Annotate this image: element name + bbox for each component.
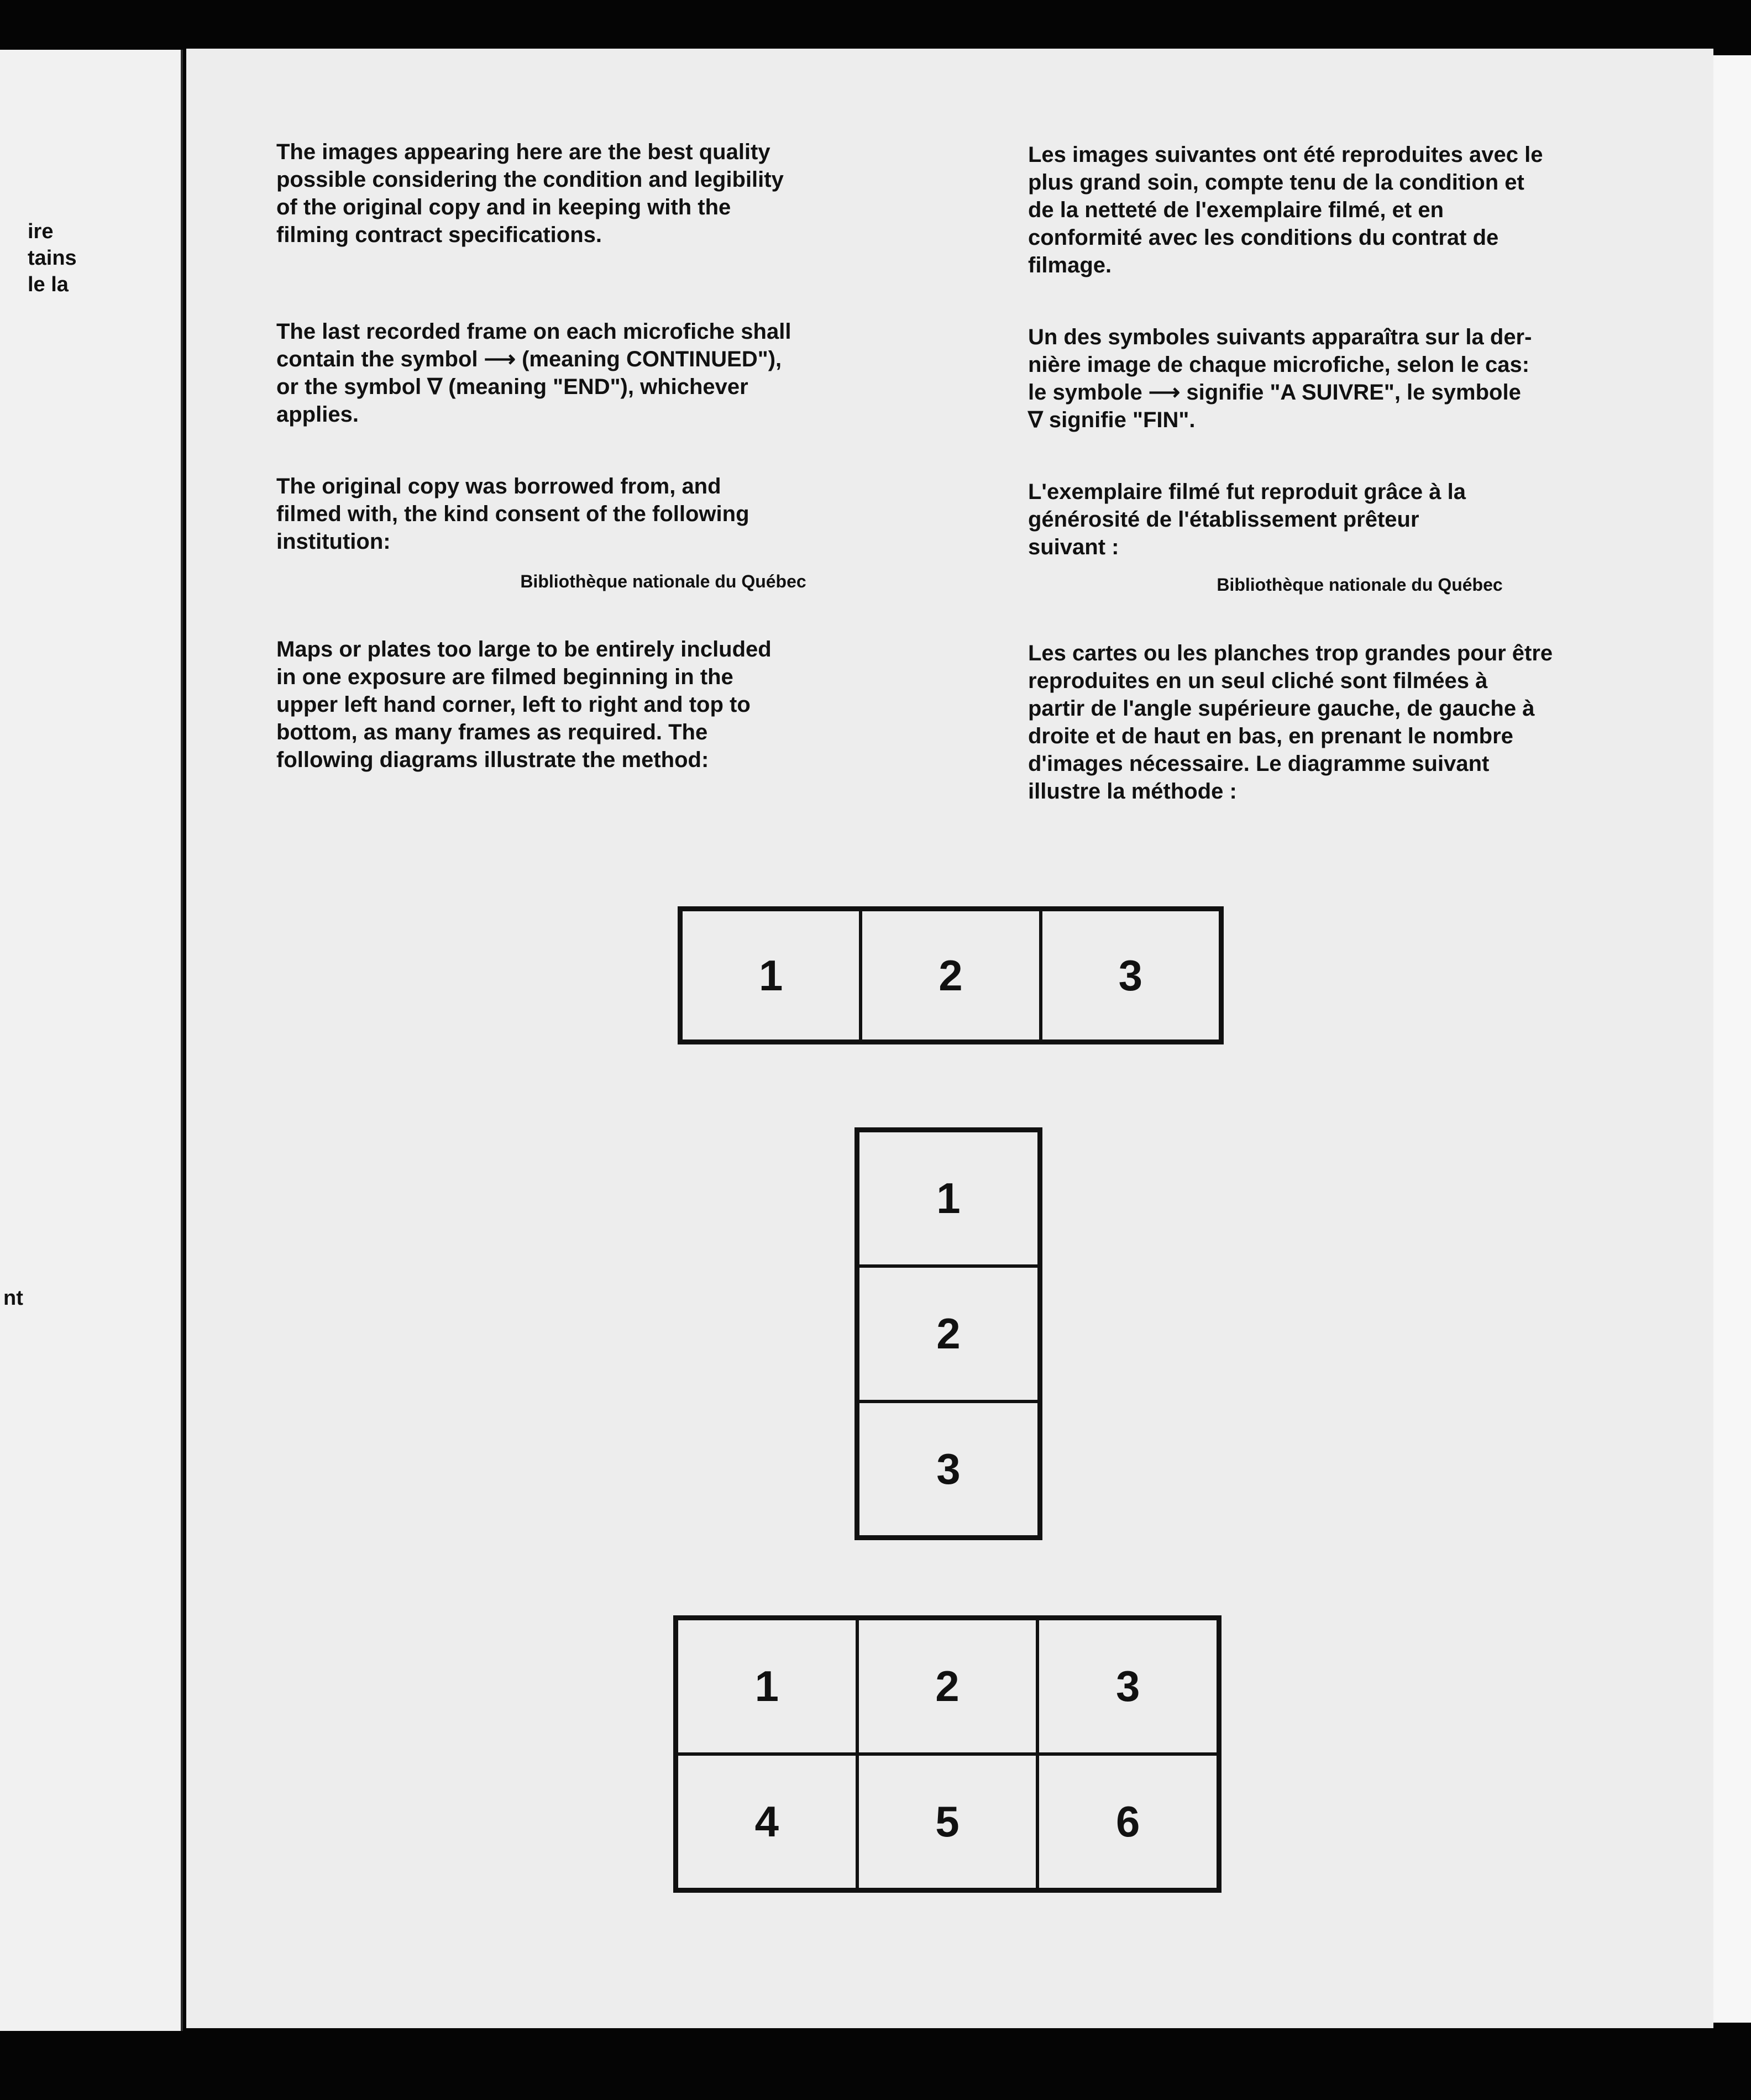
french-paragraph-method: Les cartes ou les planches trop grandes pour être reproduites en un seul cliché sont filmées à partir de l'angle supérieure gauche, de gauche à droite et de haut en bas, en prenant le nombre d'images nécessaire. Le diagramme suivant illustre la méthode : xyxy=(1028,641,1553,804)
frame-cell: 5 xyxy=(857,1754,1038,1889)
frame-cell: 6 xyxy=(1037,1754,1218,1889)
left-fragment: tains xyxy=(28,246,77,270)
english-paragraph-symbols: The last recorded frame on each microfiche shall contain the symbol ⟶ (meaning CONTINUED"), or the symbol ∇ (meaning "END"), whichever applies. xyxy=(276,319,791,427)
left-fragment: ire xyxy=(28,220,54,243)
frame-cell: 4 xyxy=(677,1754,857,1889)
frames-column-diagram xyxy=(854,1127,1042,1540)
frame-cell: 1 xyxy=(858,1131,1039,1266)
frames-row-diagram xyxy=(678,906,1224,1044)
frame-cell: 1 xyxy=(677,1619,857,1754)
frame-cell: 3 xyxy=(1037,1619,1218,1754)
french-paragraph-institution: L'exemplaire filmé fut reproduit grâce à la générosité de l'établissement prêteur suivant : xyxy=(1028,480,1466,559)
english-paragraph-quality: The images appearing here are the best quality possible considering the condition and legibility of the original copy and in keeping with the filming contract specifications. xyxy=(276,140,784,247)
english-paragraph-method: Maps or plates too large to be entirely included in one exposure are filmed beginning in the upper left hand corner, left to right and top to bottom, as many frames as required. The following diagrams illustrate the method: xyxy=(276,637,772,772)
english-institution-name: Bibliothèque nationale du Québec xyxy=(520,571,806,591)
french-paragraph-quality: Les images suivantes ont été reproduites avec le plus grand soin, compte tenu de la condition et de la netteté de l'exemplaire filmé, et en conformité avec les conditions du contrat de filmage. xyxy=(1028,143,1543,277)
frame-cell: 2 xyxy=(857,1619,1038,1754)
frame-cell: 3 xyxy=(858,1401,1039,1537)
left-fragment: le la xyxy=(28,273,69,296)
english-paragraph-institution: The original copy was borrowed from, and filmed with, the kind consent of the following institution: xyxy=(276,474,749,554)
previous-page-edge xyxy=(0,50,183,2031)
frame-cell: 3 xyxy=(1041,910,1220,1041)
frames-grid-diagram xyxy=(673,1615,1221,1893)
frame-cell: 1 xyxy=(681,910,861,1041)
frame-cell: 2 xyxy=(861,910,1040,1041)
french-paragraph-symbols: Un des symboles suivants apparaîtra sur la der- nière image de chaque microfiche, selon le cas: le symbole ⟶ signifie "A SUIVRE", le symbole ∇ signifie "FIN". xyxy=(1028,325,1532,432)
page-edge xyxy=(1713,55,1751,2023)
frame-cell: 2 xyxy=(858,1266,1039,1401)
french-institution-name: Bibliothèque nationale du Québec xyxy=(1217,575,1503,595)
left-fragment: nt xyxy=(3,1287,23,1310)
